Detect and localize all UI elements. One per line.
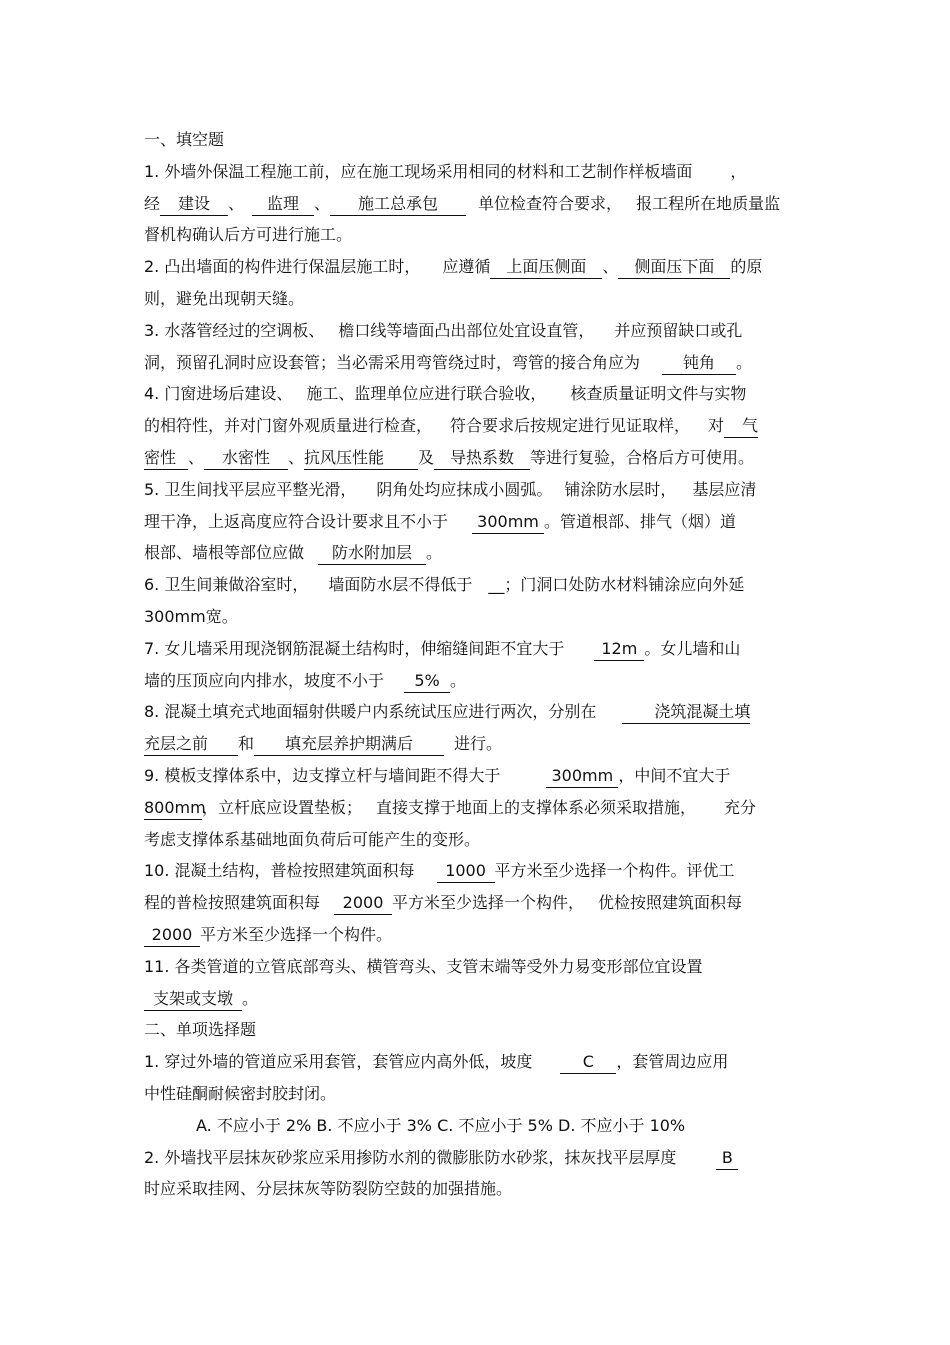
- answer-blank: 防水附加层: [318, 542, 426, 565]
- text: 4. 门窗进场后建设、: [144, 384, 293, 404]
- answer-blank: 水密性: [204, 447, 288, 470]
- mc-question-1-line-2: [144, 1078, 812, 1110]
- question-8-line-2: [144, 728, 812, 760]
- answer-blank: C: [560, 1051, 616, 1074]
- text: 则，避免出现朝天缝。: [144, 288, 305, 308]
- question-1-line-3: [144, 219, 812, 251]
- text: 铺涂防水层时，: [564, 479, 677, 499]
- text: ，立杆底应设置垫板；: [202, 797, 363, 817]
- text: 墙的压顶应向内排水，坡度不小于: [144, 670, 385, 690]
- answer-blank: 5%: [404, 670, 450, 693]
- text: 、: [314, 193, 331, 213]
- text: 并应预留缺口或孔: [614, 320, 743, 340]
- question-9-line-2: [144, 792, 812, 824]
- text: 经: [144, 193, 161, 213]
- text: 充分: [724, 797, 757, 817]
- text: 考虑支撑体系基础地面负荷后可能产生的变形。: [144, 829, 481, 849]
- text: 平方米至少选择一个构件。评优工: [494, 861, 735, 881]
- text: 及: [418, 447, 435, 467]
- text: 墙面防水层不得低于: [328, 575, 473, 595]
- question-1-line-2: [144, 188, 812, 220]
- text: 。女儿墙和山: [644, 638, 741, 658]
- question-7-line-1: [144, 633, 812, 665]
- section-title: 二、单项选择题: [144, 1020, 257, 1040]
- text: 5. 卫生间找平层应平整光滑，: [144, 479, 357, 499]
- answer-blank: 充层之前: [144, 733, 238, 756]
- question-5-line-3: [144, 537, 812, 569]
- text: 10. 混凝土结构，普检按照建筑面积每: [144, 861, 415, 881]
- text: 7. 女儿墙采用现浇钢筋混凝土结构时，伸缩缝间距不宜大于: [144, 638, 565, 658]
- answer-blank: 密性: [144, 447, 188, 470]
- text: 平方米至少选择一个构件。: [200, 924, 393, 944]
- text: 等进行复验，合格后方可使用。: [530, 447, 755, 467]
- text: 符合要求后按规定进行见证取样，: [450, 416, 691, 436]
- text: 理干净，上返高度应符合设计要求且不小于: [144, 511, 449, 531]
- answer-blank: 300mm: [546, 765, 618, 788]
- text: 程的普检按照建筑面积每: [144, 893, 321, 913]
- text: 2. 外墙找平层抹灰砂浆应采用掺防水剂的微膨胀防水砂浆，抹灰找平层厚度: [144, 1147, 677, 1167]
- question-5-line-1: [144, 474, 812, 506]
- text: 2. 凸出墙面的构件进行保温层施工时，: [144, 257, 421, 277]
- mc-question-2-line-2: [144, 1173, 812, 1205]
- text: 督机构确认后方可进行施工。: [144, 225, 353, 245]
- question-4-line-2: [144, 410, 812, 442]
- answer-blank: 侧面压下面: [618, 256, 730, 279]
- answer-blank: 2000: [144, 924, 200, 947]
- answer-blank: 浇筑混凝土填: [622, 701, 750, 724]
- answer-blank: 支架或支墩: [144, 988, 242, 1011]
- text: ，套管周边应用: [616, 1052, 729, 1072]
- text: 对: [708, 416, 725, 436]
- text: 檐口线等墙面凸出部位处宜设直管，: [338, 320, 595, 340]
- question-9-line-3: [144, 824, 812, 856]
- text: 。: [450, 670, 467, 690]
- text: 时应采取挂网、分层抹灰等防裂防空鼓的加强措施。: [144, 1179, 513, 1199]
- text: ，中间不宜大于: [618, 765, 731, 785]
- answer-blank: __: [488, 575, 505, 595]
- text: 中性硅酮耐候密封胶封闭。: [144, 1083, 337, 1103]
- answer-blank: 12m: [594, 638, 644, 661]
- question-6-line-1: [144, 569, 812, 601]
- answer-blank: 导热系数: [434, 447, 530, 470]
- question-2-line-1: [144, 251, 812, 283]
- text: 1. 穿过外墙的管道应采用套管，套管应内高外低，坡度: [144, 1052, 533, 1072]
- question-8-line-1: [144, 696, 812, 728]
- answer-blank: 300mm: [472, 511, 544, 534]
- text: 、: [602, 257, 619, 277]
- question-3-line-1: [144, 315, 812, 347]
- text: 进行。: [454, 734, 503, 754]
- question-3-line-2: [144, 347, 812, 379]
- document-page: [144, 124, 812, 1205]
- question-1-line-1: [144, 156, 812, 188]
- section-title-single-choice: [144, 1014, 812, 1046]
- text: 300mm宽。: [144, 606, 238, 626]
- section-title: 一、填空题: [144, 130, 225, 149]
- text: ，: [730, 161, 747, 181]
- question-10-line-1: [144, 855, 812, 887]
- question-6-line-2: [144, 601, 812, 633]
- question-10-line-2: [144, 887, 812, 919]
- text: 。: [736, 352, 753, 372]
- mc-question-1-line-1: [144, 1046, 812, 1078]
- text: 根部、墙根等部位应做: [144, 543, 305, 563]
- text: 的相符性，并对门窗外观质量进行检查，: [144, 416, 433, 436]
- text: 的原: [730, 257, 763, 277]
- text: 报工程所在地质量监: [636, 193, 781, 213]
- text: 平方米至少选择一个构件，: [392, 893, 585, 913]
- text: 洞，预留孔洞时应设套管；当必需采用弯管绕过时，弯管的接合角应为: [144, 352, 641, 372]
- question-11-line-2: [144, 983, 812, 1015]
- answer-blank: 建设: [160, 193, 228, 216]
- question-10-line-3: [144, 919, 812, 951]
- section-title-fill-blank: [144, 124, 812, 156]
- question-5-line-2: [144, 506, 812, 538]
- text: 、: [288, 447, 305, 467]
- text: 阴角处均应抹成小圆弧。: [376, 479, 553, 499]
- text: 应遵循: [442, 257, 491, 277]
- answer-blank: 气: [724, 415, 758, 438]
- text: 核查质量证明文件与实物: [570, 384, 747, 404]
- answer-options: A. 不应小于 2% B. 不应小于 3% C. 不应小于 5% D. 不应小于 10%: [196, 1115, 686, 1135]
- answer-blank: 填充层养护期满后: [254, 733, 444, 756]
- text: 、: [188, 447, 205, 467]
- question-7-line-2: [144, 665, 812, 697]
- text: 单位检查符合要求，: [478, 193, 623, 213]
- text: 6. 卫生间兼做浴室时，: [144, 575, 309, 595]
- text: 。管道根部、排气（烟）道: [544, 511, 737, 531]
- mc-question-1-options: [144, 1110, 812, 1142]
- text: 8. 混凝土填充式地面辐射供暖户内系统试压应进行两次，分别在: [144, 702, 597, 722]
- question-2-line-2: [144, 283, 812, 315]
- answer-blank: 施工总承包: [330, 193, 466, 216]
- answer-blank: B: [716, 1147, 738, 1170]
- answer-blank: 上面压侧面: [490, 256, 602, 279]
- answer-blank: 监理: [252, 193, 314, 216]
- text: ；门洞口处防水材料铺涂应向外延: [504, 575, 745, 595]
- question-11-line-1: [144, 951, 812, 983]
- text: 1. 外墙外保温工程施工前，应在施工现场采用相同的材料和工艺制作样板墙面: [144, 161, 693, 181]
- question-4-line-3: [144, 442, 812, 474]
- text: 优检按照建筑面积每: [598, 893, 743, 913]
- answer-blank: 800mm: [144, 797, 202, 820]
- mc-question-2-line-1: [144, 1142, 812, 1174]
- answer-blank: 2000: [334, 892, 392, 915]
- answer-blank: 1000: [437, 860, 495, 883]
- text: 基层应清: [692, 479, 757, 499]
- text: 9. 模板支撑体系中，边支撑立杆与墙间距不得大于: [144, 765, 501, 785]
- text: 。: [426, 543, 443, 563]
- text: 直接支撑于地面上的支撑体系必须采取措施，: [376, 797, 697, 817]
- text: 。: [242, 988, 259, 1008]
- text: 施工、监理单位应进行联合验收，: [306, 384, 547, 404]
- text: 、: [228, 193, 245, 213]
- answer-blank: 钝角: [662, 352, 736, 375]
- text: 11. 各类管道的立管底部弯头、横管弯头、支管末端等受外力易变形部位宜设置: [144, 956, 703, 976]
- answer-blank: 抗风压性能: [304, 447, 418, 470]
- text: 3. 水落管经过的空调板、: [144, 320, 325, 340]
- question-4-line-1: [144, 378, 812, 410]
- text: 和: [238, 734, 255, 754]
- question-9-line-1: [144, 760, 812, 792]
